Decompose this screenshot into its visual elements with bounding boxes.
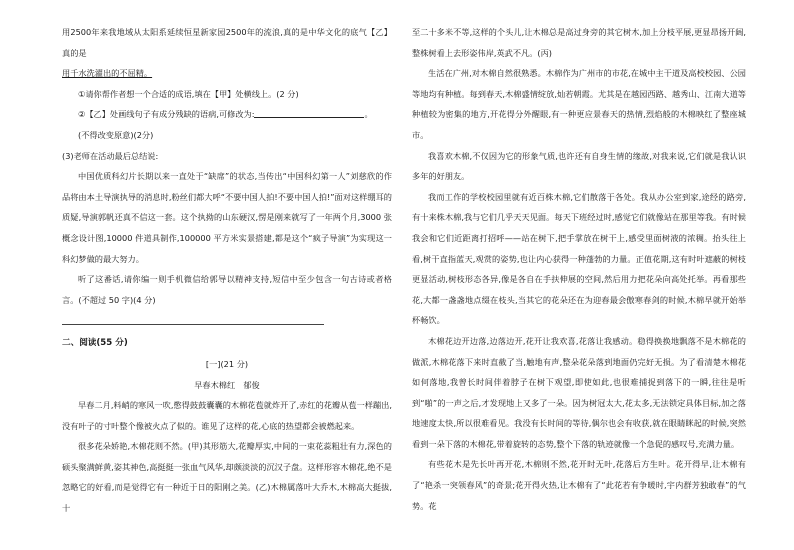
question-2-end: 。 <box>364 109 373 120</box>
part-title: [一](21 分) <box>205 358 249 369</box>
article-paragraph-8: 有些花木是先长叶再开花,木棉则不然,花开时无叶,花落后方生叶。花开得早,让木棉有了“艳杀一突领春风”的奇景;花开得火热,让木棉有了“此花若有争暖时,宇内群芳独敢春”的气势。花 <box>412 459 746 511</box>
intro-line <box>62 22 392 84</box>
question-3-body: 中国优质科幻片长期以来一直处于“缺席”的状态,当传出“中国科幻第一人”刘慈欣的作品将由本土导演执导的消息时,粉丝们都大呼“不要中国人拍!不要中国人拍!”面对这样绷耳的质疑,导演郭帆还真不信这一套。这个执拗的山东硬汉,愣是刚来就写了一年两个月,3000 张概念设计图,10000 件道具制作,100000 平方米实景搭建,都是这个“疯子导演”为实现这一科幻梦做的最大努力。 <box>62 171 392 264</box>
question-3-task: 听了这番话,请你编一则手机微信给郭导以精神支持,短信中至少包含一句古诗或者格言。(不超过 50 字)(4 分) <box>62 274 392 305</box>
article-title: 早春木棉红 郁俊 <box>194 379 260 390</box>
article-paragraph-2: 很多花朵娇艳,木棉花则不然。(甲)其形筋大,花瓣厚实,中间的一束花蕊粗壮有力,深色的硕头聚满鲜黄,姿其神色,高挺挺一张血气风华,却颇淡淡的沉汉子盘。这样形容木棉花,绝不是忽略它的好看,而是觉得它有一种近于日的阳刚之美。(乙)木棉属落叶大乔木,木棉高大挺拔,十 <box>62 441 392 514</box>
right-column <box>412 22 746 516</box>
article-paragraph-1: 早春二月,料峭的寒风一吹,憋得鼓鼓囊囊的木棉花苞就炸开了,赤红的花瓣从苞一样蹦出,没有叶子的寸叶整个像被火点了似的。谁见了这样的花,心底的热望都会被燃起来。 <box>62 400 392 431</box>
question-2 <box>62 104 392 125</box>
article-paragraph-6: 我而工作的学校校园里就有近百株木棉,它们散落于各处。我从办公室到家,途经的路旁,有十来株木棉,我与它们几乎天天见面。每天下班经过时,感觉它们就像站在那里等我。有时候我会和它们近距离打招呼——站在树下,把手掌放在树干上,感受里面树液的浓稠。抬头往上看,树干直指蓝天,观赏的姿势,也让内心获得一种蓬勃的力量。正值花期,这有时叶遮蔽的树枝更显活动,树枝形态各异,像是各自在手扶伸展的空间,然后用力把花朵向高处托举。再看那些花,大都一盏盏地点缀在枝头,当其它的花朵还在为迎春最会傲寒春剑的时候,木棉早就开始举杯畅饮。 <box>412 191 746 326</box>
question-1: ①请你帮作者想一个合适的成语,填在【甲】处横线上。(2 分) <box>78 88 299 99</box>
intro-text-2: 用千水洗濯出的不屈精。 <box>62 68 153 79</box>
question-2-note: (不得改变原意)(2分) <box>78 129 154 140</box>
question-3-title: (3)老师在活动最后总结说: <box>62 150 159 161</box>
divider-line <box>62 324 324 325</box>
left-column <box>62 22 392 519</box>
section-title: 二、阅读(55 分) <box>62 338 128 349</box>
article-paragraph-5: 我喜欢木棉,不仅因为它的形象气质,也许还有自身生情的缘故,对我来说,它们就是我认识多年的好朋友。 <box>412 150 746 182</box>
answer-blank[interactable] <box>254 108 364 118</box>
article-paragraph-7: 木棉花边开边落,边落边开,花开让我欢喜,花落让我感动。稳得换换地飘落不是木棉花的做派,木棉花落下来时直截了当,触地有声,整朵花朵落到地面仍完好无损。为了看清楚木棉花如何落地,我曾长时间伴着脖子在树下观望,即使如此,也很难捕捉到落下的一瞬,往往是听到“啪”的一声之后,才发现地上又多了一朵。因为树冠太大,花太多,无法锁定具体目标,加之落地速度太快,所以很难看见。我没有长时间的等待,偶尔也会有收获,就在眼睛眯起的时候,突然看到一朵下落的木棉花,带着旋转的态势,整个下落的轨迹就像一个急促的感叹号,充满力量。 <box>412 335 746 449</box>
article-paragraph-3: 至二十多米不等,这样的个头儿,让木棉总是高过身旁的其它树木,加上分枝平展,更显昂扬开阔,整株树看上去形姿伟岸,英武不凡。(丙) <box>412 27 746 58</box>
intro-text-1: 用2500年来我地域从太阳系延续恒星新家园2500年的流浪,真的是中华文化的底气【乙】真的是 <box>62 27 392 58</box>
article-paragraph-4: 生活在广州,对木棉自然很熟悉。木棉作为广州市的市花,在城中主干道及高校校园、公园等地均有种植。每到春天,木棉盛情绽放,灿若朝霞。尤其是在越园西路、越秀山、江南大道等种植较为密集的地方,开花得分外醒眼,有一种更应景春天的热情,烈焰般的木棉映红了整座城市。 <box>412 68 746 140</box>
question-2-prompt: ②【乙】处画线句子有成分残缺的语病,可修改为: <box>78 109 255 120</box>
